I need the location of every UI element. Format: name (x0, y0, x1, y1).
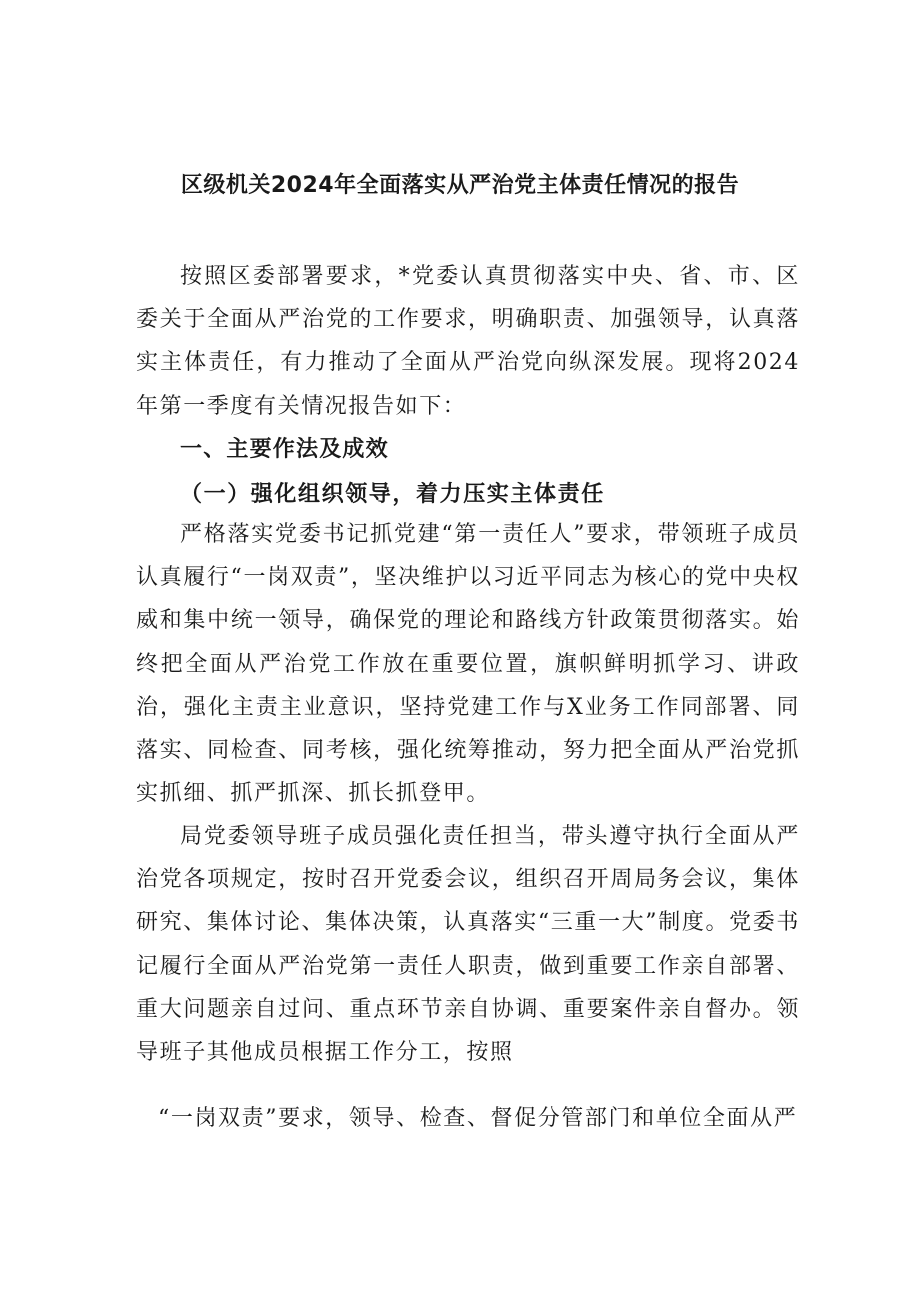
intro-paragraph: 按照区委部署要求，*党委认真贯彻落实中央、省、市、区委关于全面从严治党的工作要求，明确职责、加强领导，认真落实主体责任，有力推动了全面从严治党向纵深发展。现将2024年第一季度有关情况报告如下： (136, 264, 800, 419)
section-heading-main-practices: 一、主要作法及成效 (180, 437, 389, 462)
body-paragraph-first-responsible: 严格落实党委书记抓党建“第一责任人”要求，带领班子成员认真履行“一岗双责”，坚决维护以习近平同志为核心的党中央权威和集中统一领导，确保党的理论和路线方针政策贯彻落实。始终把全面从严治党工作放在重要位置，旗帜鲜明抓学习、讲政治，强化主责主业意识，坚持党建工作与X业务工作同部署、同落实、同检查、同考核，强化统筹推动，努力把全面从严治党抓实抓细、抓严抓深、抓长抓登甲。 (136, 522, 800, 807)
document-title: 区级机关2024年全面落实从严治党主体责任情况的报告 (180, 173, 740, 198)
subsection-heading-organization-leadership: （一）强化组织领导，着力压实主体责任 (180, 481, 605, 507)
body-paragraph-continued: “一岗双责”要求，领导、检查、督促分管部门和单位全面从严 (158, 1106, 798, 1131)
body-paragraph-leadership-team: 局党委领导班子成员强化责任担当，带头遵守执行全面从严治党各项规定，按时召开党委会议，组织召开周局务会议，集体研究、集体讨论、集体决策，认真落实“三重一大”制度。党委书记履行全面从严治党第一责任人职责，做到重要工作亲自部署、重大问题亲自过问、重点环节亲自协调、重要案件亲自督办。领导班子其他成员根据工作分工，按照 (136, 824, 800, 1066)
